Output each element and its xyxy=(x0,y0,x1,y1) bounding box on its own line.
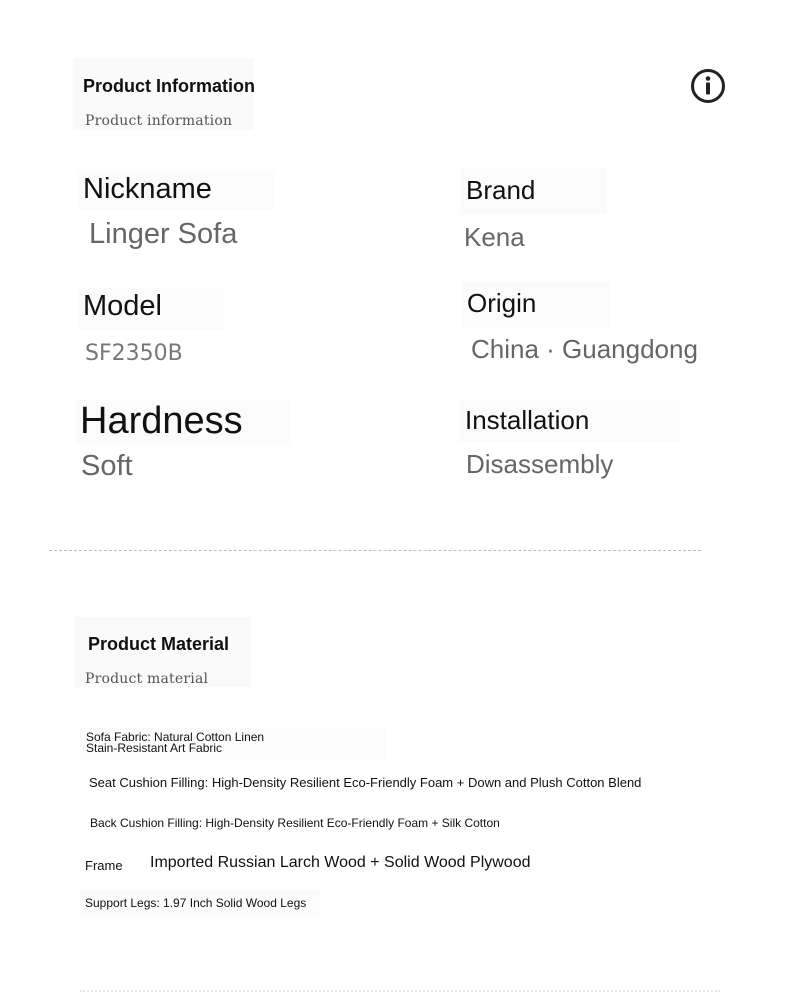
nickname-label: Nickname xyxy=(83,173,212,205)
bottom-dotted-rule xyxy=(80,990,720,992)
section-divider xyxy=(49,550,701,551)
origin-label: Origin xyxy=(467,288,537,318)
material-section-subtitle: Product material xyxy=(85,671,209,687)
origin-value: China · Guangdong xyxy=(471,334,698,364)
sofa-fabric-line1: Sofa Fabric: Natural Cotton Linen xyxy=(86,730,265,744)
seat-cushion-filling: Seat Cushion Filling: High-Density Resilient Eco-Friendly Foam + Down and Plush Cotton Blend xyxy=(89,775,642,790)
support-legs: Support Legs: 1.97 Inch Solid Wood Legs xyxy=(85,896,307,910)
material-section-title: Product Material xyxy=(88,634,230,654)
brand-value: Kena xyxy=(464,222,525,252)
nickname-value: Linger Sofa xyxy=(89,218,238,250)
info-section-subtitle: Product information xyxy=(85,113,233,129)
sofa-fabric-line2: Stain-Resistant Art Fabric xyxy=(86,741,223,755)
frame-value: Imported Russian Larch Wood + Solid Wood Plywood xyxy=(150,854,531,871)
frame-label: Frame xyxy=(85,858,123,873)
installation-label: Installation xyxy=(465,405,590,435)
info-section-title: Product Information xyxy=(83,76,255,96)
brand-label: Brand xyxy=(466,175,536,205)
model-value: SF2350B xyxy=(85,341,183,366)
info-icon[interactable] xyxy=(690,68,726,109)
info-circle-icon xyxy=(690,68,726,104)
model-label: Model xyxy=(83,290,162,322)
back-cushion-filling: Back Cushion Filling: High-Density Resilient Eco-Friendly Foam + Silk Cotton xyxy=(90,816,500,830)
hardness-label: Hardness xyxy=(80,400,243,442)
hardness-value: Soft xyxy=(81,450,133,482)
installation-value: Disassembly xyxy=(466,449,614,479)
